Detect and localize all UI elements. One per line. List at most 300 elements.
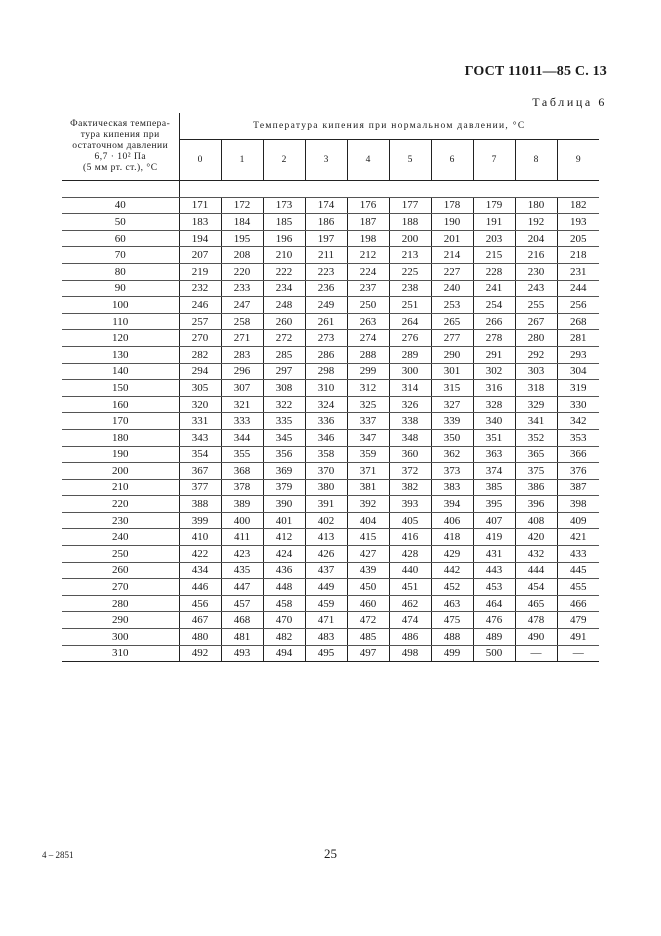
value-cell: 335	[263, 413, 305, 430]
value-cell: 347	[347, 429, 389, 446]
value-cell: 302	[473, 363, 515, 380]
table-row	[62, 512, 599, 529]
value-cell: 231	[557, 263, 599, 280]
value-cell: 341	[515, 413, 557, 430]
table-row	[62, 496, 599, 513]
value-cell: 377	[179, 479, 221, 496]
value-cell: 191	[473, 214, 515, 231]
value-cell: 454	[515, 579, 557, 596]
value-cell: 300	[389, 363, 431, 380]
value-cell: 220	[221, 263, 263, 280]
value-cell: 415	[347, 529, 389, 546]
value-cell: 489	[473, 629, 515, 646]
value-cell: 455	[557, 579, 599, 596]
page-header: ГОСТ 11011—85 С. 13	[464, 64, 607, 79]
row-key-cell: 240	[62, 529, 179, 546]
value-cell: 353	[557, 429, 599, 446]
value-cell: 228	[473, 263, 515, 280]
value-cell: 410	[179, 529, 221, 546]
value-cell: 330	[557, 396, 599, 413]
value-cell: 372	[389, 463, 431, 480]
value-cell: 258	[221, 313, 263, 330]
span-header: Температура кипения при нормальном давлении, °С	[179, 113, 599, 140]
value-cell: 272	[263, 330, 305, 347]
value-cell: 248	[263, 297, 305, 314]
value-cell: 216	[515, 247, 557, 264]
row-key-cell: 50	[62, 214, 179, 231]
value-cell: 205	[557, 230, 599, 247]
table-row	[62, 645, 599, 662]
table-caption: Таблица 6	[532, 95, 607, 109]
value-cell: 485	[347, 629, 389, 646]
value-cell: 276	[389, 330, 431, 347]
row-key-cell: 280	[62, 595, 179, 612]
value-cell: 268	[557, 313, 599, 330]
value-cell: 457	[221, 595, 263, 612]
column-header: 1	[221, 140, 263, 181]
value-cell: 240	[431, 280, 473, 297]
value-cell: 292	[515, 346, 557, 363]
value-cell: 223	[305, 263, 347, 280]
value-cell: 350	[431, 429, 473, 446]
value-cell: 395	[473, 496, 515, 513]
value-cell: 246	[179, 297, 221, 314]
value-cell: 207	[179, 247, 221, 264]
value-cell: 411	[221, 529, 263, 546]
table-row	[62, 214, 599, 231]
value-cell: 227	[431, 263, 473, 280]
value-cell: 261	[305, 313, 347, 330]
value-cell: 446	[179, 579, 221, 596]
value-cell: 214	[431, 247, 473, 264]
value-cell: —	[515, 645, 557, 662]
value-cell: 289	[389, 346, 431, 363]
value-cell: 452	[431, 579, 473, 596]
value-cell: 369	[263, 463, 305, 480]
value-cell: 224	[347, 263, 389, 280]
value-cell: 194	[179, 230, 221, 247]
value-cell: 475	[431, 612, 473, 629]
value-cell: 420	[515, 529, 557, 546]
value-cell: 251	[389, 297, 431, 314]
table-row	[62, 562, 599, 579]
value-cell: 178	[431, 197, 473, 214]
value-cell: 331	[179, 413, 221, 430]
table-row	[62, 346, 599, 363]
value-cell: 432	[515, 546, 557, 563]
value-cell: 171	[179, 197, 221, 214]
value-cell: 447	[221, 579, 263, 596]
value-cell: 277	[431, 330, 473, 347]
value-cell: 174	[305, 197, 347, 214]
row-key-cell: 250	[62, 546, 179, 563]
value-cell: 201	[431, 230, 473, 247]
value-cell: 250	[347, 297, 389, 314]
value-cell: 462	[389, 595, 431, 612]
value-cell: 271	[221, 330, 263, 347]
value-cell: 463	[431, 595, 473, 612]
value-cell: 370	[305, 463, 347, 480]
value-cell: 436	[263, 562, 305, 579]
value-cell: 208	[221, 247, 263, 264]
value-cell: 433	[557, 546, 599, 563]
value-cell: 422	[179, 546, 221, 563]
value-cell: 368	[221, 463, 263, 480]
column-header: 9	[557, 140, 599, 181]
value-cell: 312	[347, 380, 389, 397]
value-cell: 210	[263, 247, 305, 264]
row-key-cell: 220	[62, 496, 179, 513]
value-cell: 458	[263, 595, 305, 612]
value-cell: 444	[515, 562, 557, 579]
value-cell: 352	[515, 429, 557, 446]
value-cell: 293	[557, 346, 599, 363]
table-row	[62, 280, 599, 297]
table-row	[62, 313, 599, 330]
value-cell: 318	[515, 380, 557, 397]
value-cell: 439	[347, 562, 389, 579]
value-cell: 380	[305, 479, 347, 496]
value-cell: 476	[473, 612, 515, 629]
value-cell: 398	[557, 496, 599, 513]
value-cell: 290	[431, 346, 473, 363]
value-cell: 366	[557, 446, 599, 463]
value-cell: 196	[263, 230, 305, 247]
table-row	[62, 479, 599, 496]
row-header-line: (5 мм рт. ст.), °С	[82, 163, 158, 173]
value-cell: 389	[221, 496, 263, 513]
header-spacer-row	[62, 181, 599, 198]
table-row	[62, 546, 599, 563]
value-cell: 173	[263, 197, 305, 214]
value-cell: 238	[389, 280, 431, 297]
value-cell: 474	[389, 612, 431, 629]
value-cell: 182	[557, 197, 599, 214]
value-cell: 423	[221, 546, 263, 563]
value-cell: 376	[557, 463, 599, 480]
value-cell: 404	[347, 512, 389, 529]
value-cell: 450	[347, 579, 389, 596]
value-cell: 282	[179, 346, 221, 363]
table-header	[62, 113, 599, 181]
value-cell: 466	[557, 595, 599, 612]
value-cell: 324	[305, 396, 347, 413]
value-cell: 274	[347, 330, 389, 347]
value-cell: 399	[179, 512, 221, 529]
value-cell: 387	[557, 479, 599, 496]
value-cell: 270	[179, 330, 221, 347]
value-cell: 326	[389, 396, 431, 413]
row-header-line: 6,7 · 10² Па	[94, 152, 147, 162]
value-cell: 465	[515, 595, 557, 612]
value-cell: 177	[389, 197, 431, 214]
value-cell: 365	[515, 446, 557, 463]
value-cell: 453	[473, 579, 515, 596]
row-key-cell: 270	[62, 579, 179, 596]
table-row	[62, 380, 599, 397]
value-cell: 495	[305, 645, 347, 662]
value-cell: 281	[557, 330, 599, 347]
value-cell: 212	[347, 247, 389, 264]
value-cell: 419	[473, 529, 515, 546]
value-cell: 233	[221, 280, 263, 297]
value-cell: 188	[389, 214, 431, 231]
value-cell: 315	[431, 380, 473, 397]
value-cell: 280	[515, 330, 557, 347]
table-body	[62, 181, 599, 662]
value-cell: 319	[557, 380, 599, 397]
value-cell: 426	[305, 546, 347, 563]
value-cell: 383	[431, 479, 473, 496]
value-cell: 255	[515, 297, 557, 314]
value-cell: 412	[263, 529, 305, 546]
value-cell: 434	[179, 562, 221, 579]
row-header-line: Фактическая темпера-	[70, 119, 171, 129]
value-cell: 483	[305, 629, 347, 646]
value-cell: 451	[389, 579, 431, 596]
value-cell: 435	[221, 562, 263, 579]
value-cell: 193	[557, 214, 599, 231]
row-key-cell: 40	[62, 197, 179, 214]
value-cell: 394	[431, 496, 473, 513]
value-cell: 305	[179, 380, 221, 397]
table-row	[62, 297, 599, 314]
value-cell: 374	[473, 463, 515, 480]
table-row	[62, 595, 599, 612]
table-row	[62, 363, 599, 380]
value-cell: 304	[557, 363, 599, 380]
value-cell: 351	[473, 429, 515, 446]
value-cell: 431	[473, 546, 515, 563]
value-cell: 285	[263, 346, 305, 363]
value-cell: 482	[263, 629, 305, 646]
boiling-temperature-table	[62, 113, 599, 662]
value-cell: 308	[263, 380, 305, 397]
value-cell: 428	[389, 546, 431, 563]
value-cell: 381	[347, 479, 389, 496]
value-cell: 195	[221, 230, 263, 247]
value-cell: 406	[431, 512, 473, 529]
value-cell: 375	[515, 463, 557, 480]
table-row	[62, 413, 599, 430]
value-cell: 297	[263, 363, 305, 380]
column-header: 7	[473, 140, 515, 181]
column-header: 2	[263, 140, 305, 181]
value-cell: 176	[347, 197, 389, 214]
value-cell: 355	[221, 446, 263, 463]
value-cell: 264	[389, 313, 431, 330]
value-cell: 490	[515, 629, 557, 646]
row-key-cell: 60	[62, 230, 179, 247]
value-cell: 405	[389, 512, 431, 529]
value-cell: 393	[389, 496, 431, 513]
value-cell: 401	[263, 512, 305, 529]
column-header: 3	[305, 140, 347, 181]
value-cell: 321	[221, 396, 263, 413]
value-cell: 456	[179, 595, 221, 612]
value-cell: 204	[515, 230, 557, 247]
value-cell: 491	[557, 629, 599, 646]
row-key-cell: 290	[62, 612, 179, 629]
value-cell: 497	[347, 645, 389, 662]
value-cell: 218	[557, 247, 599, 264]
row-key-cell: 100	[62, 297, 179, 314]
value-cell: 449	[305, 579, 347, 596]
row-key-cell: 90	[62, 280, 179, 297]
value-cell: 298	[305, 363, 347, 380]
value-cell: 472	[347, 612, 389, 629]
value-cell: 237	[347, 280, 389, 297]
row-key-cell: 160	[62, 396, 179, 413]
value-cell: 339	[431, 413, 473, 430]
value-cell: 346	[305, 429, 347, 446]
value-cell: 286	[305, 346, 347, 363]
value-cell: 249	[305, 297, 347, 314]
table-row	[62, 263, 599, 280]
value-cell: 253	[431, 297, 473, 314]
value-cell: 333	[221, 413, 263, 430]
value-cell: 303	[515, 363, 557, 380]
value-cell: 429	[431, 546, 473, 563]
value-cell: 222	[263, 263, 305, 280]
value-cell: —	[557, 645, 599, 662]
value-cell: 418	[431, 529, 473, 546]
table-row	[62, 330, 599, 347]
value-cell: 382	[389, 479, 431, 496]
value-cell: 493	[221, 645, 263, 662]
value-cell: 288	[347, 346, 389, 363]
value-cell: 273	[305, 330, 347, 347]
value-cell: 230	[515, 263, 557, 280]
value-cell: 296	[221, 363, 263, 380]
row-key-cell: 210	[62, 479, 179, 496]
value-cell: 291	[473, 346, 515, 363]
value-cell: 278	[473, 330, 515, 347]
value-cell: 385	[473, 479, 515, 496]
value-cell: 464	[473, 595, 515, 612]
value-cell: 338	[389, 413, 431, 430]
value-cell: 363	[473, 446, 515, 463]
value-cell: 362	[431, 446, 473, 463]
value-cell: 337	[347, 413, 389, 430]
value-cell: 336	[305, 413, 347, 430]
value-cell: 236	[305, 280, 347, 297]
value-cell: 256	[557, 297, 599, 314]
row-header-line: остаточном давлении	[72, 141, 169, 151]
value-cell: 203	[473, 230, 515, 247]
value-cell: 328	[473, 396, 515, 413]
row-key-cell: 140	[62, 363, 179, 380]
value-cell: 184	[221, 214, 263, 231]
value-cell: 416	[389, 529, 431, 546]
value-cell: 390	[263, 496, 305, 513]
value-cell: 234	[263, 280, 305, 297]
value-cell: 244	[557, 280, 599, 297]
value-cell: 478	[515, 612, 557, 629]
value-cell: 407	[473, 512, 515, 529]
column-header: 0	[179, 140, 221, 181]
value-cell: 386	[515, 479, 557, 496]
value-cell: 388	[179, 496, 221, 513]
value-cell: 198	[347, 230, 389, 247]
value-cell: 358	[305, 446, 347, 463]
value-cell: 408	[515, 512, 557, 529]
value-cell: 192	[515, 214, 557, 231]
value-cell: 360	[389, 446, 431, 463]
column-header: 6	[431, 140, 473, 181]
value-cell: 500	[473, 645, 515, 662]
column-header: 8	[515, 140, 557, 181]
value-cell: 211	[305, 247, 347, 264]
table-row	[62, 529, 599, 546]
value-cell: 481	[221, 629, 263, 646]
value-cell: 254	[473, 297, 515, 314]
row-key-cell: 70	[62, 247, 179, 264]
table-row	[62, 579, 599, 596]
value-cell: 459	[305, 595, 347, 612]
value-cell: 179	[473, 197, 515, 214]
value-cell: 494	[263, 645, 305, 662]
value-cell: 421	[557, 529, 599, 546]
value-cell: 183	[179, 214, 221, 231]
value-cell: 396	[515, 496, 557, 513]
value-cell: 471	[305, 612, 347, 629]
row-header-cell	[62, 113, 179, 181]
value-cell: 340	[473, 413, 515, 430]
value-cell: 499	[431, 645, 473, 662]
value-cell: 243	[515, 280, 557, 297]
value-cell: 378	[221, 479, 263, 496]
value-cell: 260	[263, 313, 305, 330]
value-cell: 448	[263, 579, 305, 596]
page-number: 25	[324, 846, 337, 861]
value-cell: 409	[557, 512, 599, 529]
table-row	[62, 429, 599, 446]
row-key-cell: 130	[62, 346, 179, 363]
value-cell: 325	[347, 396, 389, 413]
value-cell: 427	[347, 546, 389, 563]
value-cell: 307	[221, 380, 263, 397]
table-row	[62, 629, 599, 646]
value-cell: 498	[389, 645, 431, 662]
footer-code: 4 – 2851	[42, 850, 74, 860]
value-cell: 445	[557, 562, 599, 579]
value-cell: 329	[515, 396, 557, 413]
value-cell: 241	[473, 280, 515, 297]
value-cell: 373	[431, 463, 473, 480]
value-cell: 413	[305, 529, 347, 546]
value-cell: 232	[179, 280, 221, 297]
value-cell: 359	[347, 446, 389, 463]
value-cell: 379	[263, 479, 305, 496]
value-cell: 402	[305, 512, 347, 529]
value-cell: 443	[473, 562, 515, 579]
value-cell: 442	[431, 562, 473, 579]
table-row	[62, 396, 599, 413]
row-key-cell: 120	[62, 330, 179, 347]
row-key-cell: 230	[62, 512, 179, 529]
value-cell: 400	[221, 512, 263, 529]
value-cell: 345	[263, 429, 305, 446]
value-cell: 468	[221, 612, 263, 629]
value-cell: 367	[179, 463, 221, 480]
value-cell: 314	[389, 380, 431, 397]
value-cell: 392	[347, 496, 389, 513]
value-cell: 470	[263, 612, 305, 629]
value-cell: 200	[389, 230, 431, 247]
table-row	[62, 197, 599, 214]
value-cell: 263	[347, 313, 389, 330]
